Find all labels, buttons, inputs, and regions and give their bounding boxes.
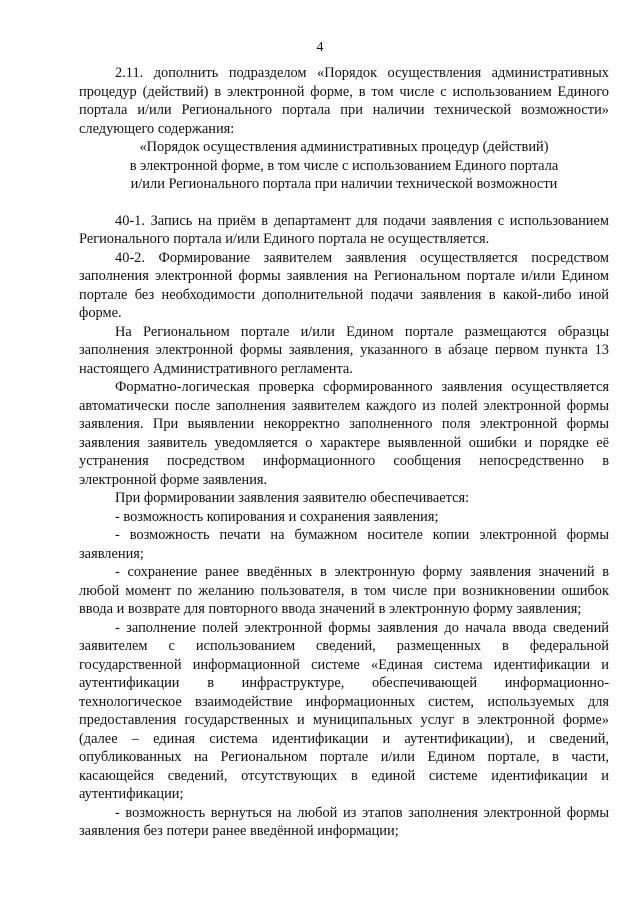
spacer: [79, 194, 609, 212]
list-item-save: - сохранение ранее введённых в электронную форму заявления значений в любой момент по желанию пользователя, в том числе при возникновении ошибок ввода и возврате для повторного ввода значений в электронную форму заявления;: [79, 564, 609, 617]
paragraph-40-1: 40-1. Запись на приём в департамент для подачи заявления с использованием Регионального портала и/или Единого портала не осуществляется.: [79, 212, 609, 247]
list-item-copy: - возможность копирования и сохранения заявления;: [115, 508, 439, 525]
list-item-return: - возможность вернуться на любой из этапов заполнения электронной формы заявления без потери ранее введённой информации;: [79, 804, 609, 839]
list-item-autofill: - заполнение полей электронной формы заявления до начала ввода сведений заявителем с использованием сведений, размещенных в федеральной государственной информационной системе «Единая система идентификации и аутентификации в инфраструктуре, обеспечивающей информационно-технологическое взаимодействие информационных систем, используемых для предоставления государственных и муниципальных услуг в электронной форме» (далее – единая система идентификации и аутентификации), и сведений, опубликованных на Региональном портале и/или Едином портале, в части, касающейся сведений, отсутствующих в единой системе идентификации и аутентификации;: [79, 619, 609, 802]
paragraph-samples: На Региональном портале и/или Едином портале размещаются образцы заполнения электронной формы заявления, указанного в абзаце первом пункта 13 настоящего Административного регламента.: [79, 323, 609, 377]
section-heading-line-1: «Порядок осуществления административных процедур (действий): [139, 139, 549, 155]
page-number: 4: [316, 40, 324, 55]
paragraph-intro: 2.11. дополнить подразделом «Порядок осуществления административных процедур (действий) в электронной форме, в том числе с использованием Единого портала и/или Регионального портала при наличии технической возможности» следующего содержания:: [79, 65, 609, 137]
section-heading-line-2: в электронной форме, в том числе с использованием Единого портала: [129, 157, 559, 174]
document-body: [79, 64, 609, 841]
paragraph-format-check: Форматно-логическая проверка сформированного заявления осуществляется автоматически после заполнения заявителем каждого из полей электронной формы заявления. При выявлении некорректно заполненного поля электронной формы заявления заявитель уведомляется о характере выявленной ошибки и порядке её устранения посредством информационного сообщения непосредственно в электронной форме заявления.: [79, 379, 609, 488]
list-item-print: - возможность печати на бумажном носителе копии электронной формы заявления;: [79, 527, 609, 562]
paragraph-40-2: 40-2. Формирование заявителем заявления осуществляется посредством заполнения электронной формы заявления на Региональном портале и/или Едином портале без необходимости дополнительной подачи заявления в какой-либо иной форме.: [79, 249, 609, 321]
section-heading-line-3: и/или Регионального портала при наличии технической возможности: [130, 176, 558, 192]
paragraph-provided: При формировании заявления заявителю обеспечивается:: [115, 490, 470, 506]
